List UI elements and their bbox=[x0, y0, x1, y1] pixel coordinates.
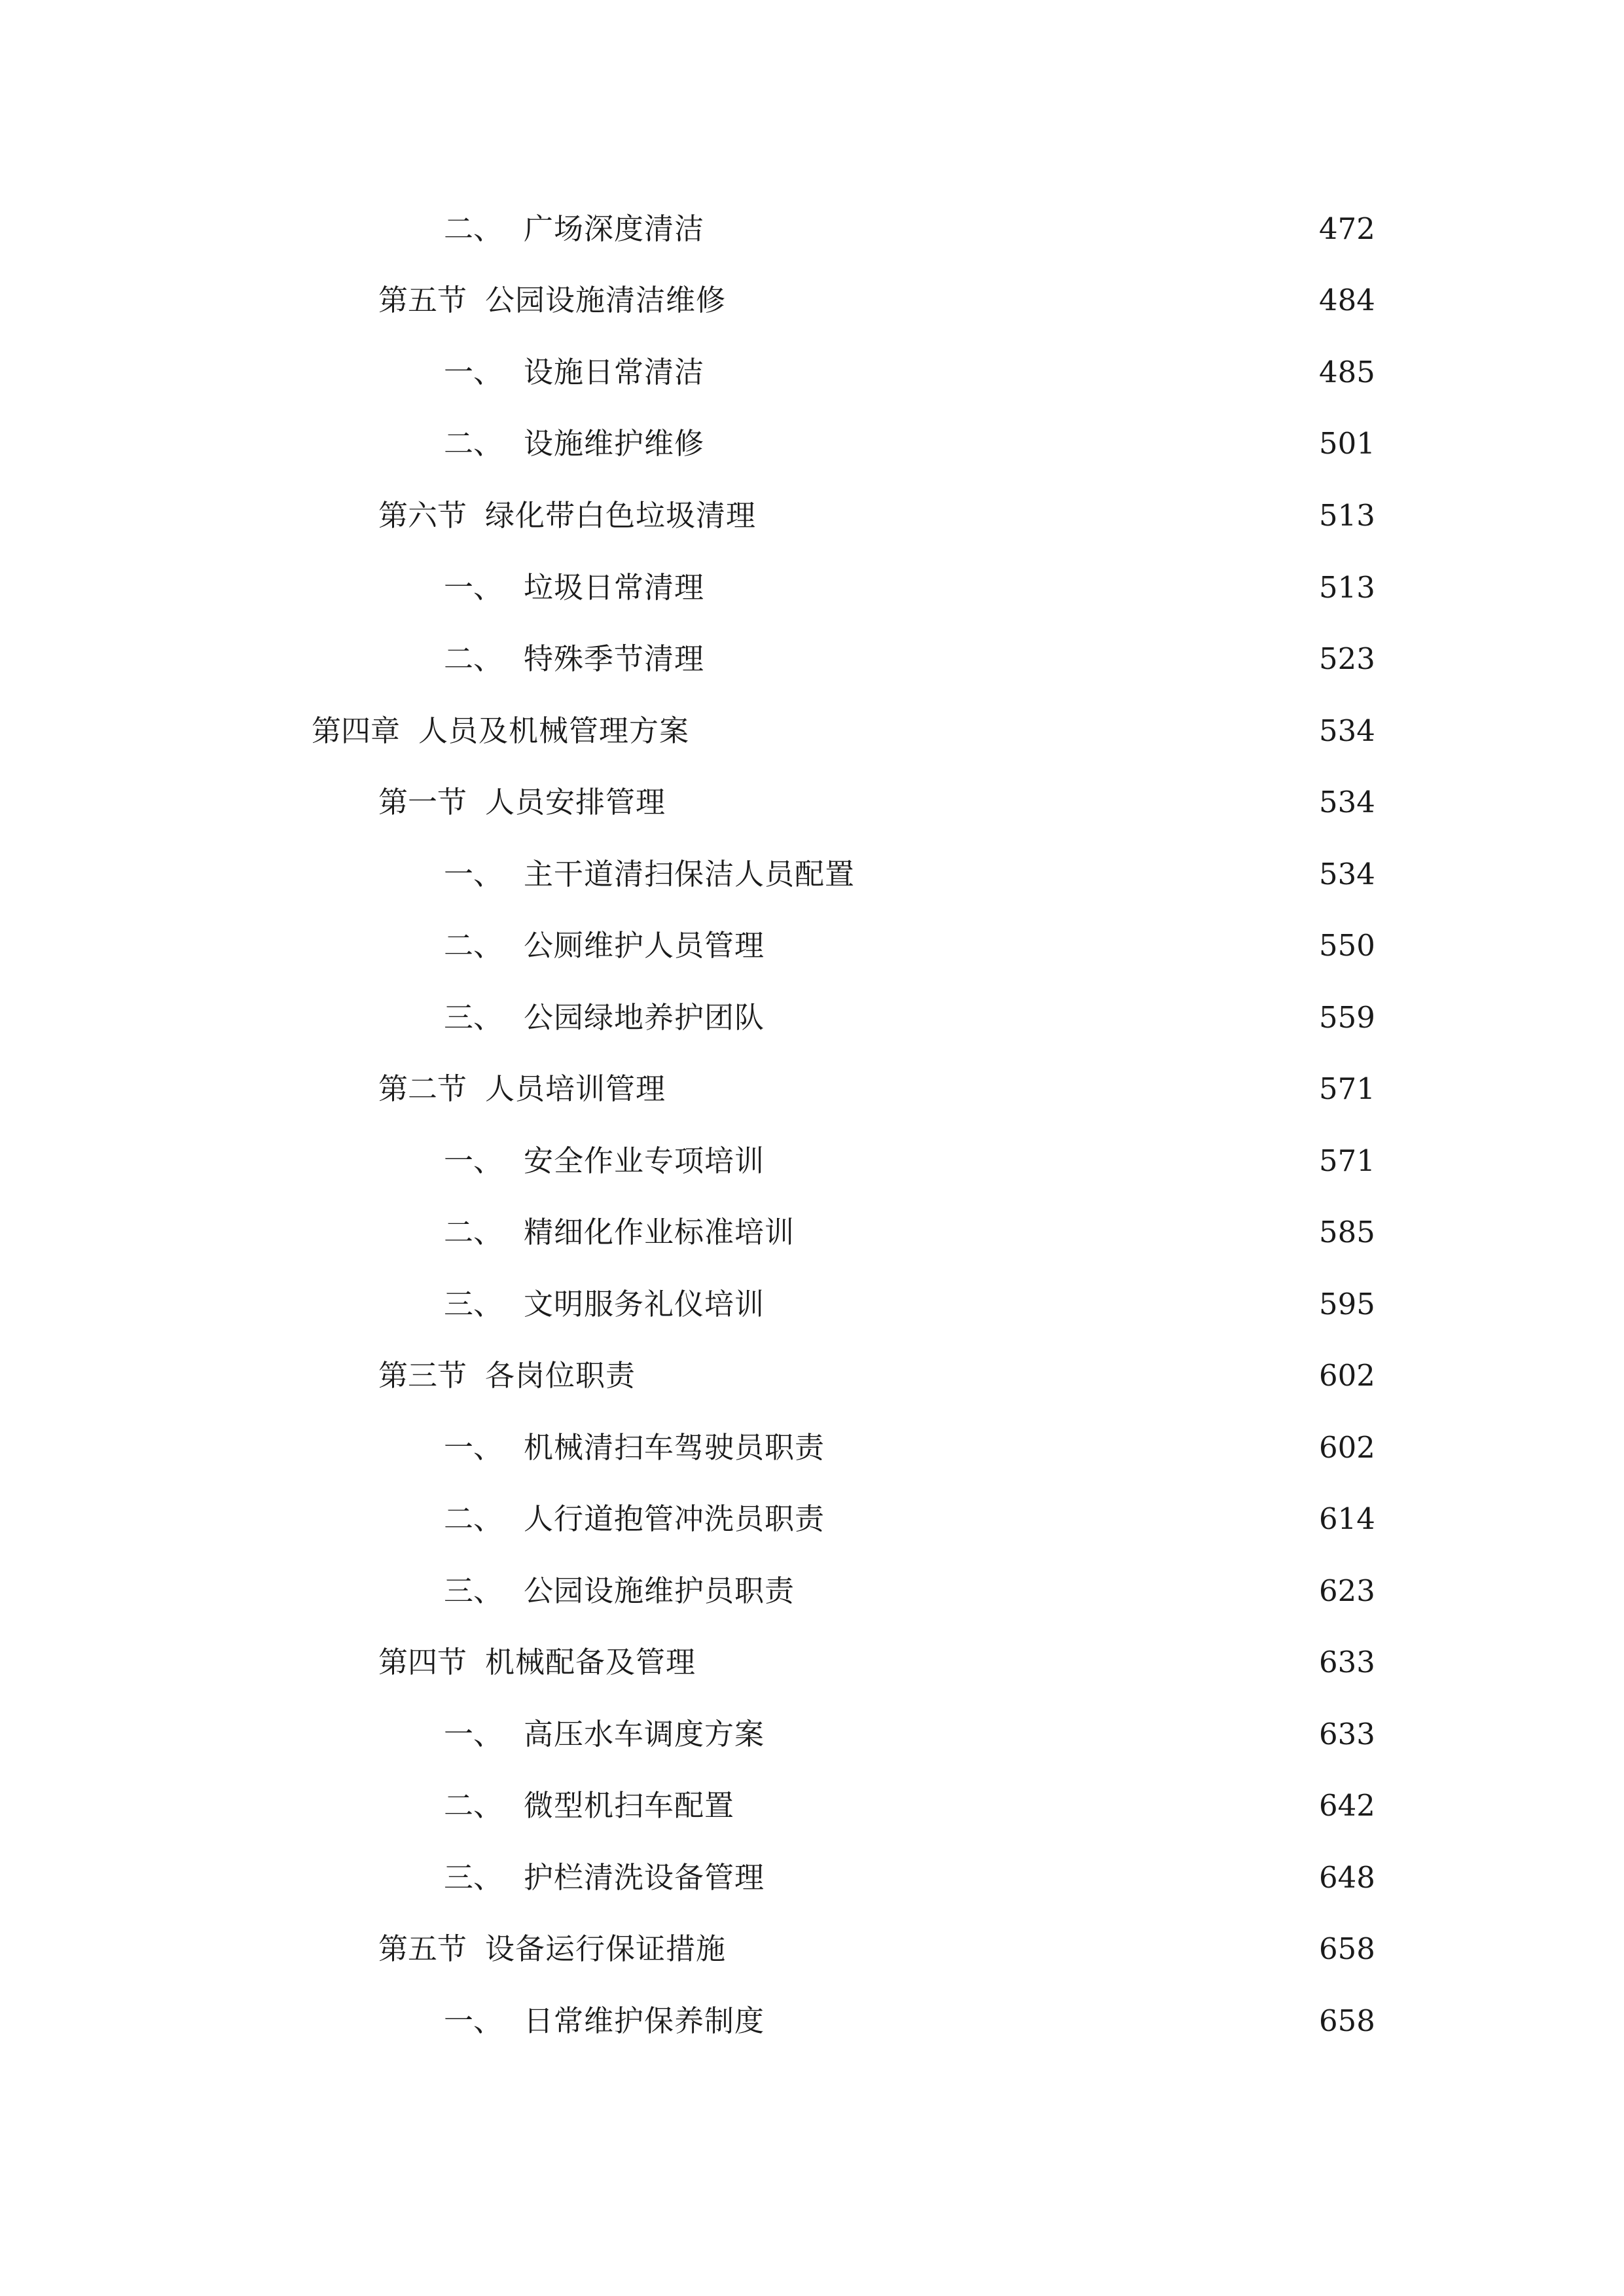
dot-leader bbox=[774, 995, 1305, 1041]
toc-entry-page: 602 bbox=[1319, 1430, 1375, 1465]
toc-entry[interactable] bbox=[0, 1640, 1624, 1685]
toc-entry[interactable] bbox=[0, 565, 1624, 611]
toc-entry-title: 人员培训管理 bbox=[485, 1071, 666, 1106]
toc-entry-number: 三、 bbox=[444, 1000, 503, 1035]
toc-entry-title: 安全作业专项培训 bbox=[524, 1143, 765, 1178]
toc-entry-title: 广场深度清洁 bbox=[524, 211, 705, 246]
dot-leader bbox=[713, 636, 1305, 682]
toc-entry[interactable] bbox=[0, 1568, 1624, 1614]
toc-entry-title: 垃圾日常清理 bbox=[524, 570, 705, 605]
dot-leader bbox=[765, 493, 1305, 539]
toc-entry[interactable] bbox=[0, 1066, 1624, 1112]
toc-entry[interactable] bbox=[0, 1282, 1624, 1327]
dot-leader bbox=[834, 1496, 1305, 1542]
toc-entry[interactable] bbox=[0, 350, 1624, 395]
toc-entry-number: 一、 bbox=[444, 1430, 503, 1465]
toc-entry-number: 第五节 bbox=[378, 283, 467, 317]
toc-entry[interactable] bbox=[0, 206, 1624, 252]
toc-entry-title: 设备运行保证措施 bbox=[485, 1931, 727, 1966]
toc-entry-page: 523 bbox=[1319, 641, 1375, 676]
dot-leader bbox=[675, 1066, 1305, 1112]
toc-entry[interactable] bbox=[0, 421, 1624, 467]
toc-entry-number: 二、 bbox=[444, 1501, 503, 1536]
toc-entry-number: 二、 bbox=[444, 1215, 503, 1249]
dot-leader bbox=[705, 1640, 1305, 1685]
toc-entry-title: 机械清扫车驾驶员职责 bbox=[524, 1430, 825, 1465]
toc-entry-title: 绿化带白色垃圾清理 bbox=[485, 498, 757, 533]
toc-entry[interactable] bbox=[0, 1425, 1624, 1471]
toc-entry[interactable] bbox=[0, 1855, 1624, 1901]
toc-entry-page: 658 bbox=[1319, 2003, 1375, 2038]
toc-entry[interactable] bbox=[0, 636, 1624, 682]
dot-leader bbox=[744, 1783, 1305, 1829]
dot-leader bbox=[774, 1712, 1305, 1757]
toc-entry[interactable] bbox=[0, 1210, 1624, 1255]
toc-entry-title: 设施日常清洁 bbox=[524, 355, 705, 389]
toc-entry-title: 各岗位职责 bbox=[485, 1358, 636, 1393]
toc-entry-number: 一、 bbox=[444, 857, 503, 891]
toc-entry-title: 文明服务礼仪培训 bbox=[524, 1287, 765, 1321]
toc-entry-number: 二、 bbox=[444, 426, 503, 461]
toc-entry-number: 三、 bbox=[444, 1860, 503, 1895]
dot-leader bbox=[645, 1353, 1305, 1399]
toc-entry-number: 第六节 bbox=[378, 498, 467, 533]
toc-entry-page: 595 bbox=[1319, 1287, 1375, 1321]
toc-entry-page: 585 bbox=[1319, 1215, 1375, 1249]
toc-entry-page: 501 bbox=[1319, 426, 1375, 461]
toc-entry[interactable] bbox=[0, 1353, 1624, 1399]
toc-entry[interactable] bbox=[0, 1783, 1624, 1829]
toc-entry[interactable] bbox=[0, 1998, 1624, 2044]
toc-entry-title: 公厕维护人员管理 bbox=[524, 928, 765, 963]
toc-entry-page: 633 bbox=[1319, 1645, 1375, 1679]
toc-entry-number: 第五节 bbox=[378, 1931, 467, 1966]
toc-entry[interactable] bbox=[0, 780, 1624, 825]
toc-entry-title: 公园绿地养护团队 bbox=[524, 1000, 765, 1035]
dot-leader bbox=[774, 1855, 1305, 1901]
toc-entry-page: 658 bbox=[1319, 1931, 1375, 1966]
toc-entry-title: 人员及机械管理方案 bbox=[418, 713, 690, 748]
toc-entry-page: 534 bbox=[1319, 713, 1375, 748]
toc-entry-title: 护栏清洗设备管理 bbox=[524, 1860, 765, 1895]
toc-entry[interactable] bbox=[0, 923, 1624, 969]
dot-leader bbox=[774, 1138, 1305, 1184]
toc-entry-number: 二、 bbox=[444, 641, 503, 676]
toc-entry-page: 513 bbox=[1319, 570, 1375, 605]
toc-entry[interactable] bbox=[0, 995, 1624, 1041]
toc-entry-title: 人员安排管理 bbox=[485, 785, 666, 819]
toc-entry-number: 三、 bbox=[444, 1573, 503, 1608]
toc-entry-page: 485 bbox=[1319, 355, 1375, 389]
toc-entry-number: 第四节 bbox=[378, 1645, 467, 1679]
toc-entry-title: 主干道清扫保洁人员配置 bbox=[524, 857, 856, 891]
toc-entry[interactable] bbox=[0, 1496, 1624, 1542]
dot-leader bbox=[774, 1282, 1305, 1327]
toc-entry-page: 550 bbox=[1319, 928, 1375, 963]
dot-leader bbox=[713, 350, 1305, 395]
toc-entry-number: 第四章 bbox=[312, 713, 401, 748]
dot-leader bbox=[713, 421, 1305, 467]
toc-entry-page: 633 bbox=[1319, 1717, 1375, 1751]
toc-entry-page: 614 bbox=[1319, 1501, 1375, 1536]
toc-entry-number: 一、 bbox=[444, 355, 503, 389]
toc-entry-page: 623 bbox=[1319, 1573, 1375, 1608]
toc-entry-page: 534 bbox=[1319, 857, 1375, 891]
toc-entry-number: 一、 bbox=[444, 1717, 503, 1751]
toc-entry-title: 机械配备及管理 bbox=[485, 1645, 696, 1679]
toc-entry-number: 二、 bbox=[444, 211, 503, 246]
toc-entry-title: 公园设施清洁维修 bbox=[485, 283, 727, 317]
dot-leader bbox=[698, 708, 1305, 754]
toc-entry[interactable] bbox=[0, 1138, 1624, 1184]
dot-leader bbox=[675, 780, 1305, 825]
toc-entry-number: 第一节 bbox=[378, 785, 467, 819]
toc-entry-title: 精细化作业标准培训 bbox=[524, 1215, 795, 1249]
toc-entry-page: 534 bbox=[1319, 785, 1375, 819]
toc-entry-page: 648 bbox=[1319, 1860, 1375, 1895]
toc-entry-number: 一、 bbox=[444, 1143, 503, 1178]
toc-entry-page: 484 bbox=[1319, 283, 1375, 317]
dot-leader bbox=[713, 206, 1305, 252]
dot-leader bbox=[804, 1210, 1305, 1255]
toc-entry[interactable] bbox=[0, 1712, 1624, 1757]
toc-entry-number: 第三节 bbox=[378, 1358, 467, 1393]
toc-entry-title: 设施维护维修 bbox=[524, 426, 705, 461]
dot-leader bbox=[713, 565, 1305, 611]
toc-entry-number: 三、 bbox=[444, 1287, 503, 1321]
toc-entry-title: 人行道抱管冲洗员职责 bbox=[524, 1501, 825, 1536]
toc-entry-page: 472 bbox=[1319, 211, 1375, 246]
dot-leader bbox=[834, 1425, 1305, 1471]
toc-entry-title: 日常维护保养制度 bbox=[524, 2003, 765, 2038]
toc-entry-number: 第二节 bbox=[378, 1071, 467, 1106]
toc-entry-page: 571 bbox=[1319, 1071, 1375, 1106]
toc-entry-page: 513 bbox=[1319, 498, 1375, 533]
toc-entry-title: 公园设施维护员职责 bbox=[524, 1573, 795, 1608]
toc-entry-page: 602 bbox=[1319, 1358, 1375, 1393]
dot-leader bbox=[774, 923, 1305, 969]
toc-entry-title: 高压水车调度方案 bbox=[524, 1717, 765, 1751]
dot-leader bbox=[804, 1568, 1305, 1614]
toc-entry-title: 微型机扫车配置 bbox=[524, 1788, 735, 1823]
toc-entry-page: 571 bbox=[1319, 1143, 1375, 1178]
toc-entry-number: 二、 bbox=[444, 1788, 503, 1823]
toc-entry[interactable] bbox=[0, 278, 1624, 323]
toc-entry-number: 一、 bbox=[444, 2003, 503, 2038]
toc-entry-number: 一、 bbox=[444, 570, 503, 605]
toc-entry[interactable] bbox=[0, 493, 1624, 539]
toc-entry[interactable] bbox=[0, 852, 1624, 897]
dot-leader bbox=[864, 852, 1305, 897]
toc-entry-number: 二、 bbox=[444, 928, 503, 963]
toc-entry-page: 642 bbox=[1319, 1788, 1375, 1823]
toc-entry-title: 特殊季节清理 bbox=[524, 641, 705, 676]
dot-leader bbox=[735, 1926, 1305, 1972]
dot-leader bbox=[774, 1998, 1305, 2044]
dot-leader bbox=[735, 278, 1305, 323]
toc-entry-page: 559 bbox=[1319, 1000, 1375, 1035]
toc-entry[interactable] bbox=[0, 708, 1624, 754]
toc-entry[interactable] bbox=[0, 1926, 1624, 1972]
